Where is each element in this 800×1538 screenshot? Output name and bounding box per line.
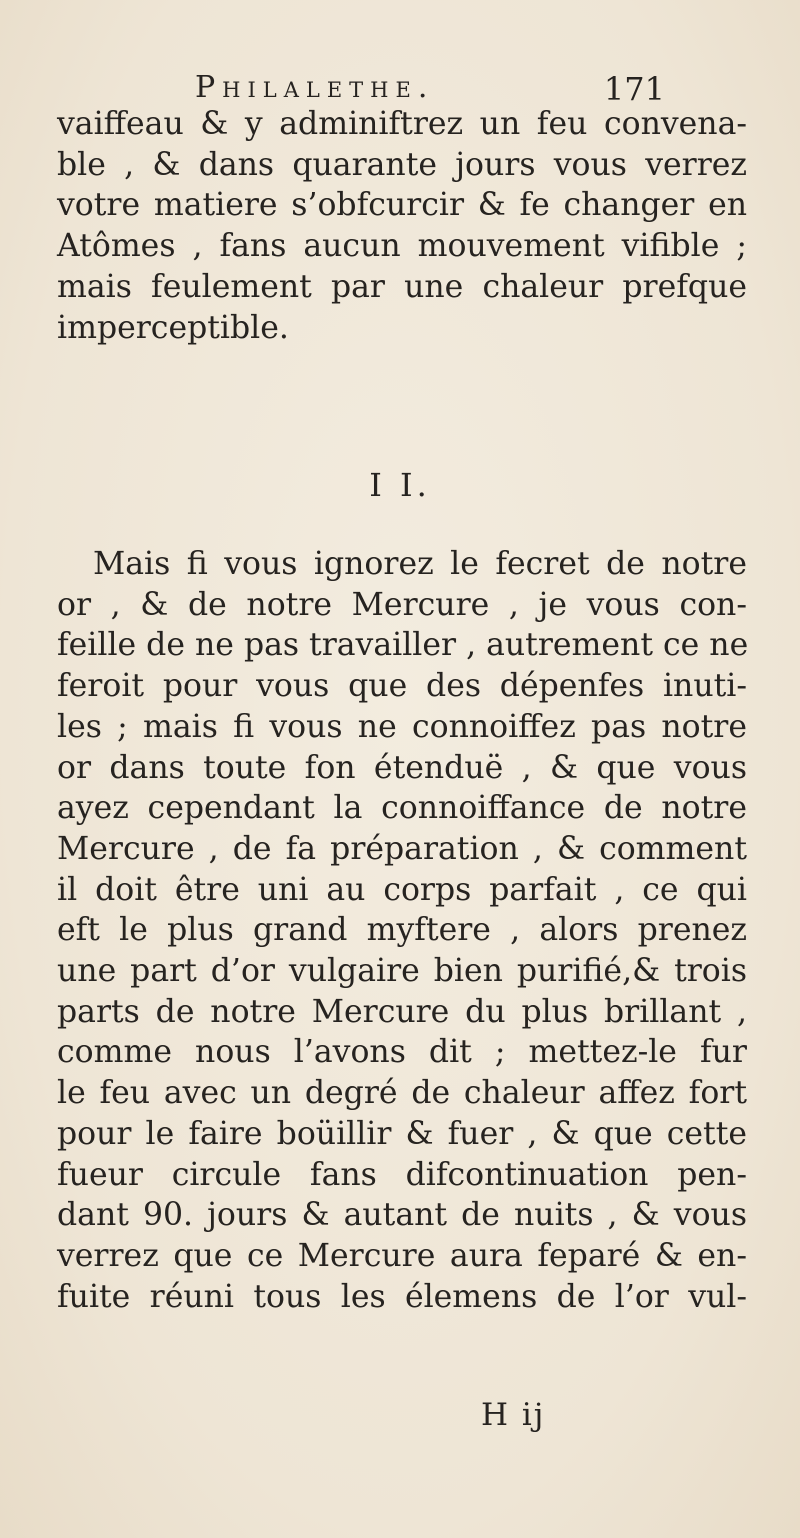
paragraph-2 [57, 544, 747, 1317]
text-line: or dans toute fon étenduë , & que vous [57, 749, 747, 786]
text-line: comme nous l’avons dit ; mettez-le fur [57, 1034, 747, 1071]
text-line: fuite réuni tous les élemens de l’or vul- [57, 1278, 747, 1315]
section-heading: I I. [369, 466, 431, 504]
text-line: parts de notre Mercure du plus brillant , [57, 993, 747, 1030]
text-line: feille de ne pas travailler , autrement ce ne [57, 627, 749, 664]
text-line: feroit pour vous que des dépenfes inuti- [57, 668, 747, 705]
text-line: or , & de notre Mercure , je vous con- [57, 586, 747, 623]
text-line: les ; mais fi vous ne connoiffez pas notre [57, 708, 747, 745]
signature-mark: H ij [481, 1397, 546, 1433]
running-title: Philalethe. [195, 70, 435, 105]
text-line: verrez que ce Mercure aura feparé & en- [57, 1237, 747, 1274]
text-line: il doit être uni au corps parfait , ce qui [57, 871, 747, 908]
text-line: une part d’or vulgaire bien purifié,& trois [57, 953, 747, 990]
text-line: Mercure , de fa préparation , & comment [57, 830, 747, 867]
text-line: pour le faire boüillir & fuer , & que cette [57, 1115, 747, 1152]
text-line: mais feulement par une chaleur prefque [57, 268, 747, 305]
text-line: vaiffeau & y adminiftrez un feu convena- [57, 106, 747, 142]
paragraph-1 [57, 104, 747, 348]
text-line: eft le plus grand myftere , alors prenez [57, 912, 747, 949]
text-line: dant 90. jours & autant de nuits , & vous [57, 1197, 747, 1234]
text-line: Atômes , fans aucun mouvement vifible ; [57, 228, 747, 265]
page-number: 171 [603, 70, 665, 108]
text-line: imperceptible. [57, 309, 289, 346]
text-line: fueur circule fans difcontinuation pen- [57, 1156, 747, 1193]
text-line: votre matiere s’obfcurcir & fe changer en [57, 187, 747, 224]
text-line: le feu avec un degré de chaleur affez fort [57, 1075, 747, 1112]
text-line: ble , & dans quarante jours vous verrez [57, 146, 747, 183]
text-line: Mais fi vous ignorez le fecret de notre [93, 546, 747, 582]
text-line: ayez cependant la connoiffance de notre [57, 790, 747, 827]
